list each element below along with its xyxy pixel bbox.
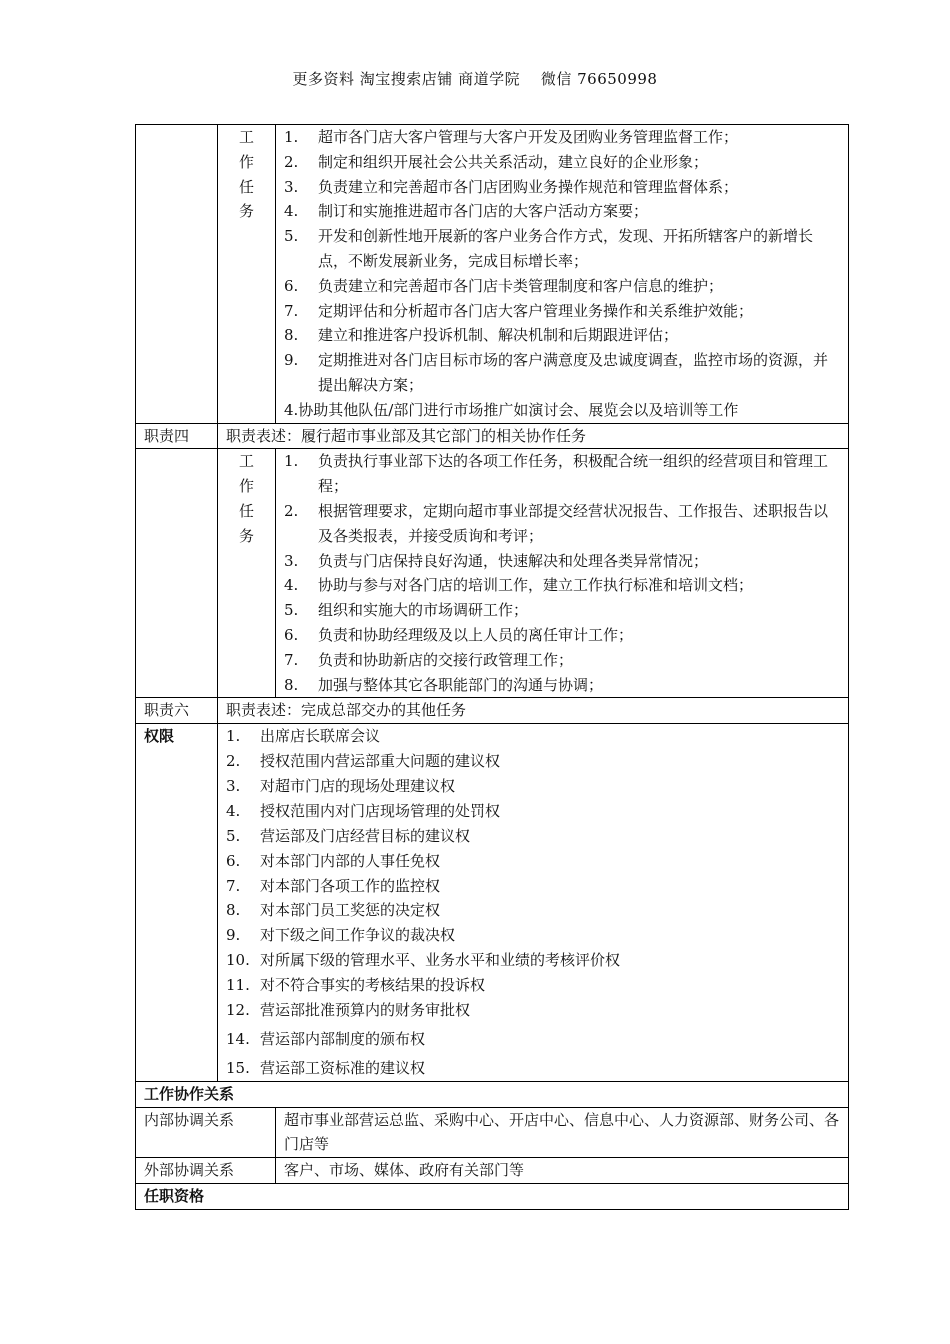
section3-task-list-cell: [276, 125, 849, 424]
section3-task-label: 工 作 任 务: [218, 125, 276, 424]
section4-task-label: 工 作 任 务: [218, 449, 276, 698]
section4-desc-row: [136, 423, 849, 449]
list-item: 8. 对本部门员工奖惩的决定权: [226, 901, 441, 920]
external-coordination-row: [136, 1158, 849, 1184]
section3-task-list: [284, 125, 840, 423]
section6-desc: 职责表述：完成总部交办的其他任务: [218, 698, 849, 724]
section4-label: 职责四: [136, 423, 218, 449]
internal-coordination-row: [136, 1107, 849, 1158]
list-item: 11. 对不符合事实的考核结果的投诉权: [226, 976, 486, 995]
section6-desc-row: [136, 698, 849, 724]
external-coordination-value: 客户、市场、媒体、政府有关部门等: [276, 1158, 849, 1184]
list-item: 8. 建立和推进客户投诉机制、解决机制和后期跟进评估；: [284, 326, 679, 345]
list-item: 5. 组织和实施大的市场调研工作；: [284, 601, 529, 620]
list-item: 6. 负责和协助经理级及以上人员的离任审计工作；: [284, 625, 634, 644]
list-item-extra: 4.协助其他队伍/部门进行市场推广如演讨会、展览会以及培训等工作: [284, 400, 739, 419]
list-item: 8. 加强与整体其它各职能部门的沟通与协调；: [284, 675, 604, 694]
section4-tasks-row: [136, 449, 849, 698]
list-item: 4. 授权范围内对门店现场管理的处罚权: [226, 801, 501, 820]
section6-label: 职责六: [136, 698, 218, 724]
cooperation-title-row: [136, 1081, 849, 1107]
section4-task-list-cell: [276, 449, 849, 698]
list-item: 4. 协助与参与对各门店的培训工作，建立工作执行标准和培训文档；: [284, 576, 754, 595]
section3-label-cell: [136, 125, 218, 424]
section4-task-list: [284, 449, 840, 697]
list-item: 9. 对下级之间工作争议的裁决权: [226, 926, 456, 945]
list-item: 3. 负责建立和完善超市各门店团购业务操作规范和管理监督体系；: [284, 177, 739, 196]
list-item: 14. 营运部内部制度的颁布权: [226, 1030, 426, 1048]
list-item: 10. 对所属下级的管理水平、业务水平和业绩的考核评价权: [226, 951, 621, 970]
list-item: 7. 定期评估和分析超市各门店大客户管理业务操作和关系维护效能；: [284, 301, 754, 320]
list-item: 6. 负责建立和完善超市各门店卡类管理制度和客户信息的维护；: [284, 276, 724, 295]
list-item: 5. 营运部及门店经营目标的建议权: [226, 826, 471, 845]
qualification-title-row: [136, 1184, 849, 1210]
list-item: 15. 营运部工资标准的建议权: [226, 1058, 426, 1077]
list-item: 12. 营运部批准预算内的财务审批权: [226, 1001, 471, 1020]
list-item: 2. 根据管理要求，定期向超市事业部提交经营状况报告、工作报告、述职报告以及各类报表，并接受质询和考评；: [284, 501, 829, 545]
list-item: 7. 对本部门各项工作的监控权: [226, 876, 441, 895]
list-item: 7. 负责和协助新店的交接行政管理工作；: [284, 650, 574, 669]
list-item: 2. 授权范围内营运部重大问题的建议权: [226, 752, 501, 771]
page-header: 更多资料 淘宝搜索店铺 商道学院 微信 76650998: [292, 70, 658, 88]
authority-label: 权限: [136, 724, 218, 1082]
list-item: 3. 对超市门店的现场处理建议权: [226, 776, 456, 795]
section4-empty-cell: [136, 449, 218, 698]
external-coordination-label: 外部协调关系: [136, 1158, 276, 1184]
list-item: 6. 对本部门内部的人事任免权: [226, 851, 441, 870]
authority-row: [136, 724, 849, 1082]
job-description-table: [135, 124, 849, 1210]
section3-row: [136, 125, 849, 424]
list-item: 1. 负责执行事业部下达的各项工作任务，积极配合统一组织的经营项目和管理工程；: [284, 452, 829, 496]
list-item: 1. 出席店长联席会议: [226, 727, 381, 746]
list-item: 5. 开发和创新性地开展新的客户业务合作方式，发现、开拓所辖客户的新增长点，不断发展新业务，完成目标增长率；: [284, 227, 814, 270]
list-item: 4. 制订和实施推进超市各门店的大客户活动方案要；: [284, 202, 649, 221]
qualification-title: 任职资格: [136, 1184, 849, 1210]
list-item: 9. 定期推进对各门店目标市场的客户满意度及忠诚度调查，监控市场的资源，并提出解决方案；: [284, 351, 829, 394]
list-item: 2. 制定和组织开展社会公共关系活动，建立良好的企业形象；: [284, 152, 709, 171]
list-item: 3. 负责与门店保持良好沟通，快速解决和处理各类异常情况；: [284, 551, 709, 570]
section4-desc: 职责表述：履行超市事业部及其它部门的相关协作任务: [218, 423, 849, 449]
authority-list-cell: [218, 724, 849, 1082]
list-item: 1. 超市各门店大客户管理与大客户开发及团购业务管理监督工作；: [284, 128, 739, 146]
internal-coordination-label: 内部协调关系: [136, 1107, 276, 1158]
authority-list: [226, 724, 840, 1081]
cooperation-title: 工作协作关系: [136, 1081, 849, 1107]
internal-coordination-value: 超市事业部营运总监、采购中心、开店中心、信息中心、人力资源部、财务公司、各门店等: [276, 1107, 849, 1158]
